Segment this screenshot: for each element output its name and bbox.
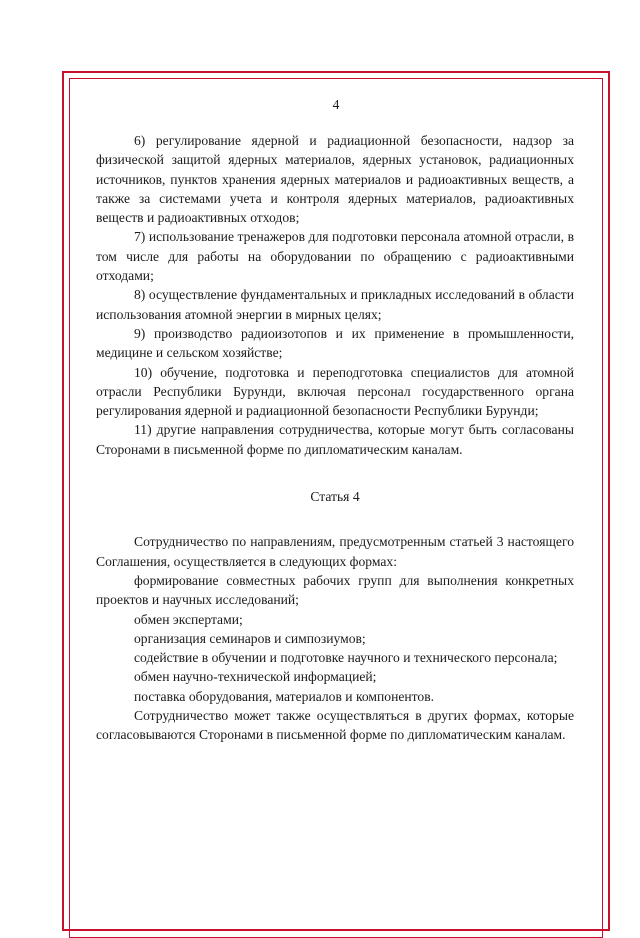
- form-item: организация семинаров и симпозиумов;: [134, 630, 366, 646]
- page-number: 4: [332, 97, 340, 112]
- article-closing: Сотрудничество может также осуществляться в других формах, которые согласовываются Сторонами в письменной форме по дипломатическим каналам.: [96, 708, 574, 743]
- form-item: обмен научно-технической информацией;: [134, 669, 377, 685]
- list-item-7: 7) использование тренажеров для подготовки персонала атомной отрасли, в том числе для работы на оборудовании по обращению с радиоактивными отходами;: [96, 229, 574, 284]
- list-item-9: 9) производство радиоизотопов и их применение в промышленности, медицине и сельском хозяйстве;: [96, 325, 574, 361]
- list-item-8: 8) осуществление фундаментальных и прикладных исследований в области использования атомной энергии в мирных целях;: [96, 287, 574, 322]
- list-item-11: 11) другие направления сотрудничества, которые могут быть согласованы Сторонами в письменной форме по дипломатическим каналам.: [96, 422, 574, 457]
- article-intro: Сотрудничество по направлениям, предусмотренным статьей 3 настоящего Соглашения, осуществляется в следующих формах:: [96, 534, 574, 569]
- form-item: обмен экспертами;: [134, 611, 243, 627]
- list-item-10: 10) обучение, подготовка и переподготовка специалистов для атомной отрасли Республики Бурунди, включая персонал государственного органа регулирования ядерной и радиационной безопасности Республики Бурунди;: [96, 364, 574, 419]
- article-title: Статья 4: [310, 489, 360, 505]
- form-item: содействие в обучении и подготовке научного и технического персонала;: [134, 650, 558, 666]
- document-body: [96, 131, 574, 745]
- list-item-6: 6) регулирование ядерной и радиационной безопасности, надзор за физической защитой ядерных материалов, ядерных установок, радиационных источников, пунктов хранения ядерных материалов и радиоактивных веществ, а также за системами учета и контроля ядерных материалов, радиоактивных веществ и радиоактивных отходов;: [96, 133, 574, 226]
- form-item: поставка оборудования, материалов и компонентов.: [134, 688, 435, 704]
- form-item: формирование совместных рабочих групп для выполнения конкретных проектов и научных исследований;: [96, 572, 574, 608]
